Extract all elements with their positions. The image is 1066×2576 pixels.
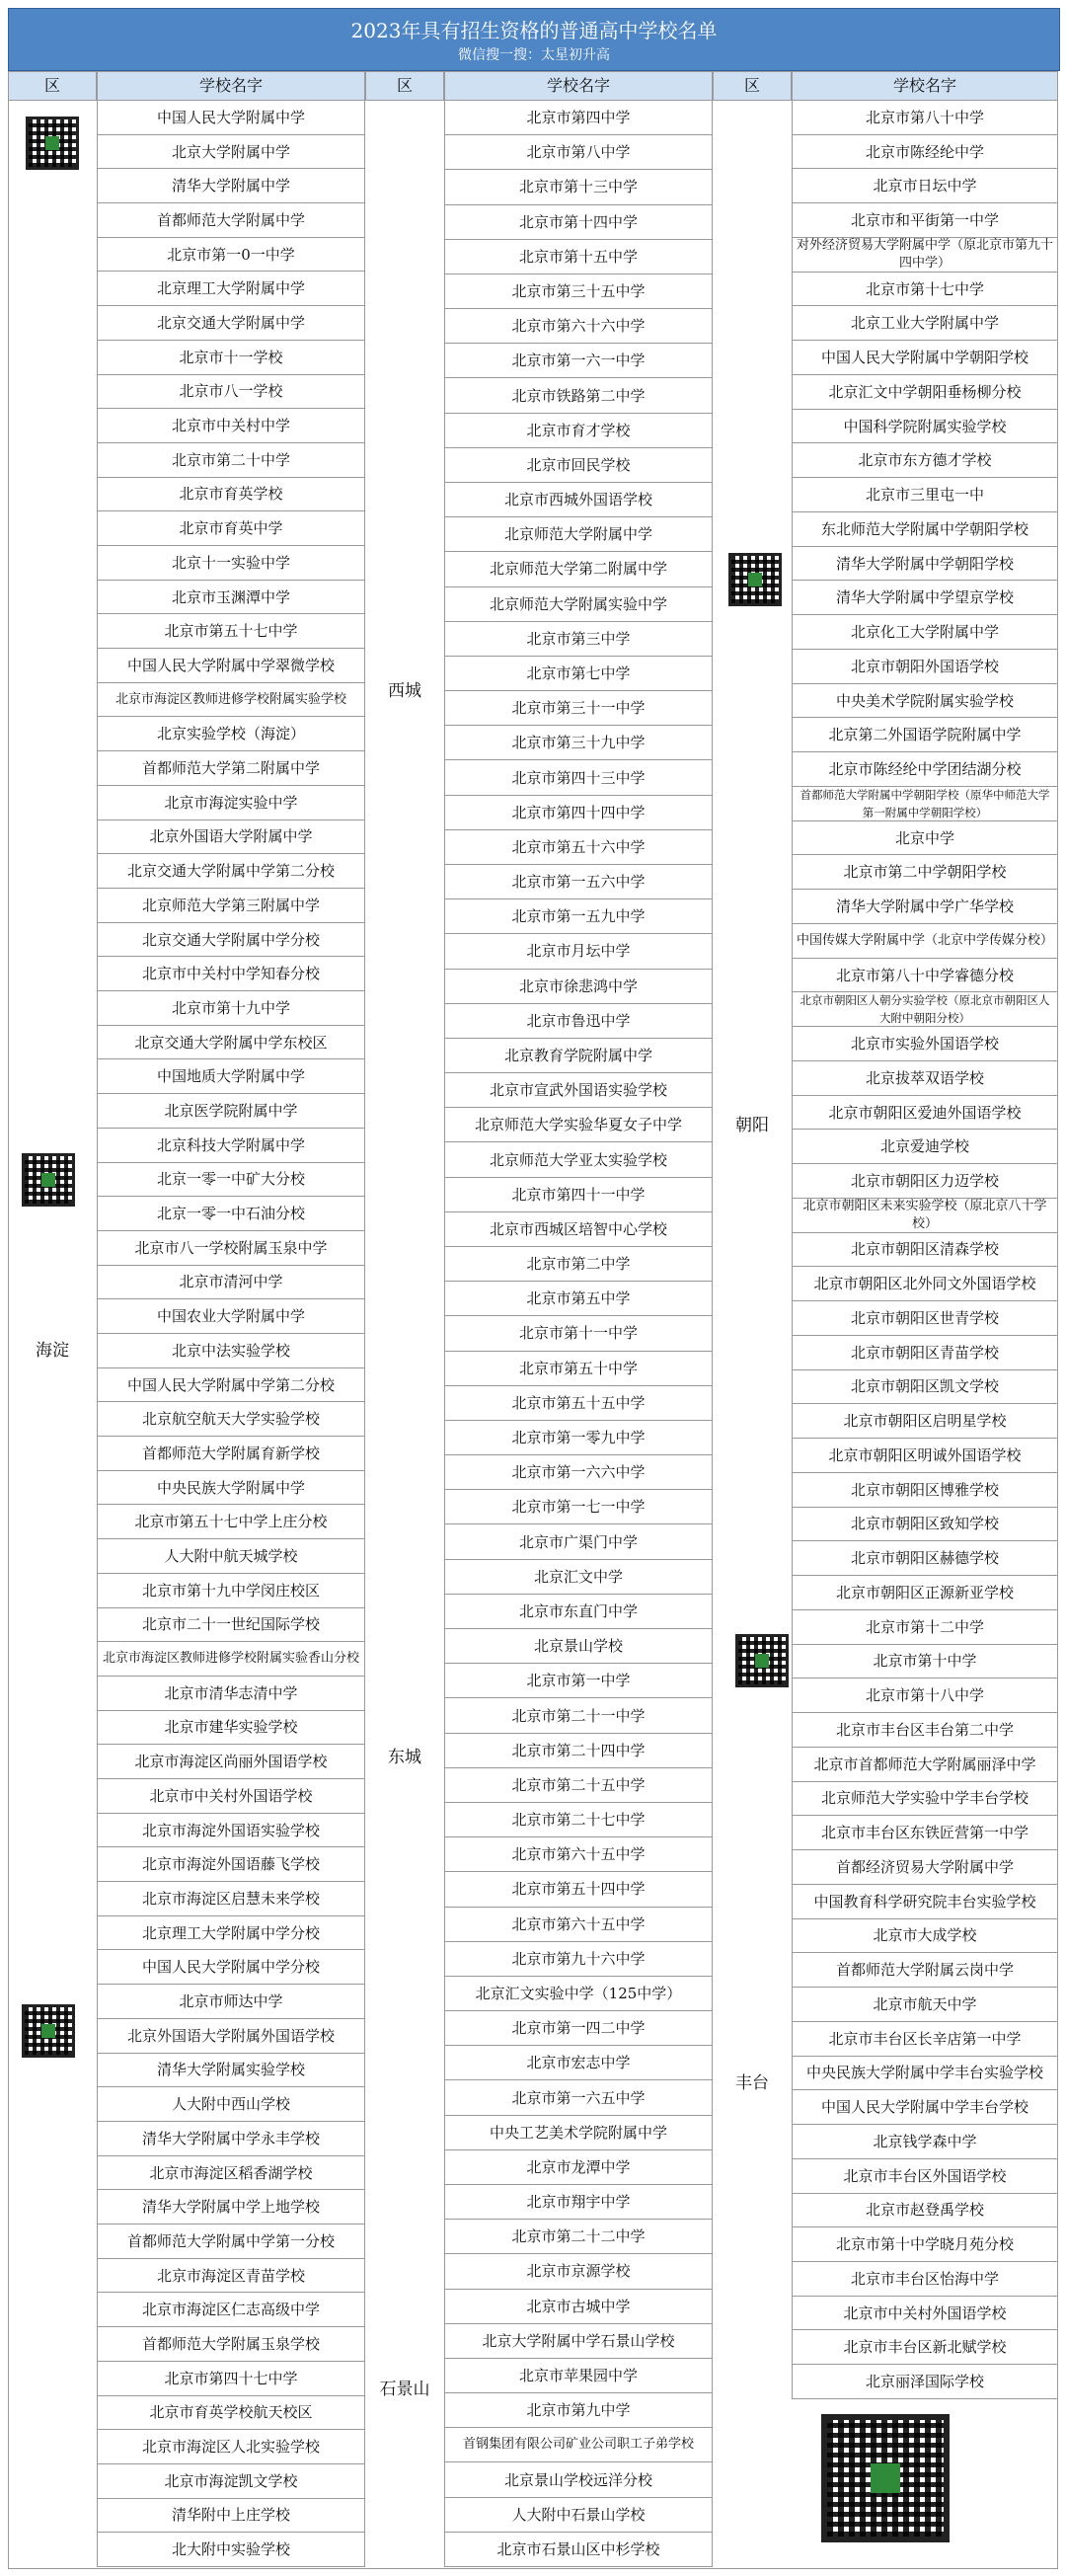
school-row: 清华大学附属中学朝阳学校: [793, 547, 1057, 582]
school-row: 中国教育科学研究院丰台实验学校: [793, 1885, 1057, 1919]
col-header-school-2: 学校名字: [444, 71, 713, 101]
school-row: 北京市西城区培智中心学校: [445, 1212, 712, 1247]
school-row: 北京市第一六五中学: [445, 2080, 712, 2115]
school-row: 北京市清华志清中学: [98, 1677, 364, 1711]
school-row: 首钢集团有限公司矿业公司职工子弟学校: [445, 2428, 712, 2462]
school-row: 首都师范大学附属云岗中学: [793, 1953, 1057, 1988]
school-row: 北京市第十四中学: [445, 205, 712, 240]
school-row: 北京市中关村外国语学校: [793, 2297, 1057, 2331]
school-row: 北京市第二十七中学: [445, 1803, 712, 1837]
school-row: 北京市朝阳区力迈学校: [793, 1164, 1057, 1199]
school-row: 中国科学院附属实验学校: [793, 410, 1057, 444]
school-row: 北京市朝阳外国语学校: [793, 650, 1057, 684]
school-row: 中国地质大学附属中学: [98, 1059, 364, 1094]
school-row: 北京市第十八中学: [793, 1678, 1057, 1713]
col-header-district-2: 区: [365, 71, 444, 101]
school-row: 北京市朝阳区凯文学校: [793, 1370, 1057, 1405]
school-row: 北京市第三中学: [445, 622, 712, 657]
school-row: 北京交通大学附属中学: [98, 306, 364, 341]
school-row: 北京市第十一中学: [445, 1316, 712, 1351]
school-row: 北京市丰台区东铁匠营第一中学: [793, 1816, 1057, 1850]
school-row: 北京市东直门中学: [445, 1595, 712, 1629]
school-row: 北京市第三十五中学: [445, 274, 712, 309]
district-fengtai: 丰台: [735, 2073, 769, 2093]
school-row: 东北师范大学附属中学朝阳学校: [793, 512, 1057, 547]
school-row: 北京市第九中学: [445, 2393, 712, 2428]
qr-code-icon: [26, 117, 79, 170]
school-row: 北京市第十九中学闵庄校区: [98, 1574, 364, 1608]
school-row: 北京市回民学校: [445, 448, 712, 483]
school-row: 北京市育英中学: [98, 511, 364, 546]
school-row: 北京外国语大学附属中学: [98, 820, 364, 855]
school-row: 北京市实验外国语学校: [793, 1027, 1057, 1061]
school-row: 中国人民大学附属中学朝阳学校: [793, 341, 1057, 375]
school-row: 北京市朝阳区世青学校: [793, 1301, 1057, 1336]
school-row: 北京市第六十五中学: [445, 1837, 712, 1872]
school-row: 北京市清河中学: [98, 1266, 364, 1300]
school-row: 北京市朝阳区正源新亚学校: [793, 1576, 1057, 1610]
school-row: 北京十一实验中学: [98, 546, 364, 581]
school-row: 北京市第十二中学: [793, 1610, 1057, 1645]
school-row: 北京市第二中学朝阳学校: [793, 855, 1057, 890]
school-row: 北京市丰台区新北赋学校: [793, 2331, 1057, 2366]
school-row: 北京爱迪学校: [793, 1130, 1057, 1164]
school-row: 北京市陈经纶中学: [793, 135, 1057, 170]
school-row: 北京市第十三中学: [445, 170, 712, 204]
school-row: 中央民族大学附属中学: [98, 1471, 364, 1506]
school-list-col2: [444, 101, 713, 2567]
school-row: 北京一零一中矿大分校: [98, 1163, 364, 1198]
title-banner: [8, 8, 1060, 71]
school-row: 北京市第八中学: [445, 135, 712, 170]
school-row: 北京市赵登禹学校: [793, 2194, 1057, 2228]
school-row: 北京市第七中学: [445, 657, 712, 691]
school-row: 北京市第一四二中学: [445, 2011, 712, 2046]
qr-code-large-icon: [821, 2414, 950, 2542]
school-row: 北京市海淀区尚丽外国语学校: [98, 1745, 364, 1779]
school-row: 北京大学附属中学石景山学校: [445, 2324, 712, 2359]
school-row: 北京市朝阳区启明星学校: [793, 1404, 1057, 1439]
school-row: 北京中学: [793, 821, 1057, 856]
school-row: 北京交通大学附属中学分校: [98, 923, 364, 958]
school-row: 北京市朝阳区清森学校: [793, 1233, 1057, 1268]
school-row: 北京师范大学附属中学: [445, 517, 712, 552]
school-row: 北京化工大学附属中学: [793, 615, 1057, 650]
school-row: 首都师范大学附属中学: [98, 203, 364, 238]
page-subtitle: 微信搜一搜：太星初升高: [458, 47, 610, 63]
school-row: 北京市海淀区启慧未来学校: [98, 1882, 364, 1916]
school-row: 北京市月坛中学: [445, 934, 712, 969]
school-row: 北京市第十中学晓月苑分校: [793, 2227, 1057, 2262]
school-row: 北京市东方德才学校: [793, 443, 1057, 478]
school-row: 北京市丰台区怡海中学: [793, 2262, 1057, 2297]
school-row: 中国农业大学附属中学: [98, 1299, 364, 1334]
school-row: 北京交通大学附属中学东校区: [98, 1026, 364, 1060]
school-row: 北京市八一学校附属玉泉中学: [98, 1231, 364, 1266]
school-row: 北京市海淀区青苗学校: [98, 2259, 364, 2294]
school-row: 北京师范大学实验华夏女子中学: [445, 1108, 712, 1142]
qr-code-icon: [22, 2004, 75, 2058]
col-header-school-1: 学校名字: [97, 71, 365, 101]
school-row: 北京市第一五九中学: [445, 899, 712, 934]
school-row: 北京市第三十九中学: [445, 726, 712, 760]
school-row: 中国传媒大学附属中学（北京中学传媒分校）: [793, 924, 1057, 959]
school-row: 北京市海淀区稻香湖学校: [98, 2156, 364, 2191]
school-row: 北京市第二十中学: [98, 443, 364, 478]
district-chaoyang: 朝阳: [735, 1116, 769, 1135]
school-row: 北京市陈经纶中学团结湖分校: [793, 752, 1057, 787]
school-row: 北京师范大学第二附属中学: [445, 552, 712, 586]
school-row: 北京市第四中学: [445, 101, 712, 135]
school-row: 北京理工大学附属中学: [98, 272, 364, 306]
school-row: 中国人民大学附属中学翠微学校: [98, 649, 364, 683]
school-row: 北京市第六十五中学: [445, 1908, 712, 1942]
school-row: 北京市京源学校: [445, 2254, 712, 2289]
school-row: 北京市八一学校: [98, 375, 364, 410]
school-row: 北京市首都师范大学附属丽泽中学: [793, 1748, 1057, 1782]
school-row: 北京市龙潭中学: [445, 2150, 712, 2185]
school-row: 北京市翔宇中学: [445, 2185, 712, 2220]
school-row: 北大附中实验学校: [98, 2533, 364, 2567]
school-row: 北京市十一学校: [98, 341, 364, 375]
school-row: 北京市海淀实验中学: [98, 786, 364, 820]
school-row: 北京交通大学附属中学第二分校: [98, 854, 364, 889]
school-row: 北京市第五十七中学上庄分校: [98, 1505, 364, 1539]
district-shijingshan: 石景山: [379, 2380, 430, 2399]
school-row: 北京医学院附属中学: [98, 1094, 364, 1129]
school-row: 对外经济贸易大学附属中学（原北京市第九十四中学）: [793, 238, 1057, 273]
school-row: 北京汇文中学: [445, 1560, 712, 1595]
school-row: 北京市朝阳区人朝分实验学校（原北京市朝阳区人大附中朝阳分校）: [793, 992, 1057, 1027]
school-row: 北京市第二十四中学: [445, 1734, 712, 1768]
school-row: 北京师范大学第三附属中学: [98, 889, 364, 923]
school-row: 中国人民大学附属中学第二分校: [98, 1368, 364, 1403]
school-row: 北京市第一0一中学: [98, 238, 364, 273]
school-row: 北京市海淀区教师进修学校附属实验香山分校: [98, 1642, 364, 1677]
school-row: 北京市建华实验学校: [98, 1711, 364, 1746]
school-row: 北京市第一七一中学: [445, 1490, 712, 1524]
school-row: 北京市丰台区丰台第二中学: [793, 1713, 1057, 1748]
school-row: 北京大学附属中学: [98, 135, 364, 170]
school-row: 北京师范大学亚太实验学校: [445, 1142, 712, 1177]
col-header-district-1: 区: [8, 71, 97, 101]
school-row: 北京市第十五中学: [445, 240, 712, 274]
school-row: 北京市丰台区长辛店第一中学: [793, 2022, 1057, 2057]
school-row: 北京市第九十六中学: [445, 1942, 712, 1977]
qr-code-icon: [22, 1153, 75, 1207]
col-header-school-3: 学校名字: [792, 71, 1058, 101]
school-row: 北京市朝阳区青苗学校: [793, 1336, 1057, 1370]
school-row: 清华大学附属中学: [98, 169, 364, 203]
school-row: 北京丽泽国际学校: [793, 2365, 1057, 2399]
school-row: 首都师范大学附属玉泉学校: [98, 2327, 364, 2362]
school-row: 北京市育英学校航天校区: [98, 2396, 364, 2431]
school-row: 北京科技大学附属中学: [98, 1129, 364, 1163]
school-row: 北京市玉渊潭中学: [98, 581, 364, 615]
school-row: 中央工艺美术学院附属中学: [445, 2116, 712, 2150]
school-row: 北京市师达中学: [98, 1985, 364, 2019]
school-row: 北京市苹果园中学: [445, 2359, 712, 2393]
school-row: 北京市三里屯一中: [793, 478, 1057, 512]
school-row: 北京市第五十五中学: [445, 1386, 712, 1421]
school-row: 北京师范大学附属实验中学: [445, 587, 712, 622]
school-row: 北京市二十一世纪国际学校: [98, 1608, 364, 1643]
school-row: 北京市第十中学: [793, 1645, 1057, 1679]
school-row: 中国人民大学附属中学: [98, 101, 364, 135]
school-row: 北京市海淀区仁志高级中学: [98, 2293, 364, 2327]
school-row: 北京市朝阳区博雅学校: [793, 1473, 1057, 1508]
school-row: 北京市古城中学: [445, 2290, 712, 2324]
school-row: 北京市朝阳区爱迪外国语学校: [793, 1096, 1057, 1131]
school-row: 北京市朝阳区未来实验学校（原北京八十学校）: [793, 1199, 1057, 1233]
school-row: 北京市中关村外国语学校: [98, 1779, 364, 1814]
school-row: 人大附中航天城学校: [98, 1539, 364, 1574]
school-row: 北京工业大学附属中学: [793, 306, 1057, 341]
school-row: 北京市第一中学: [445, 1664, 712, 1698]
school-row: 清华大学附属实验学校: [98, 2054, 364, 2088]
school-row: 中国人民大学附属中学分校: [98, 1951, 364, 1986]
school-row: 首都师范大学附属育新学校: [98, 1437, 364, 1471]
school-row: 北京市铁路第二中学: [445, 378, 712, 413]
qr-code-icon: [728, 553, 782, 606]
school-row: 北京第二外国语学院附属中学: [793, 718, 1057, 752]
school-row: 清华附中上庄学校: [98, 2499, 364, 2534]
school-row: 北京市第二中学: [445, 1247, 712, 1282]
school-row: 北京市大成学校: [793, 1919, 1057, 1954]
district-haidian: 海淀: [36, 1341, 69, 1361]
school-row: 北京一零一中石油分校: [98, 1197, 364, 1231]
school-row: 北京市西城外国语学校: [445, 483, 712, 517]
school-row: 北京市第五中学: [445, 1282, 712, 1316]
school-row: 北京市海淀外国语藤飞学校: [98, 1847, 364, 1882]
school-row: 北京市第一六六中学: [445, 1455, 712, 1490]
col-header-district-3: 区: [713, 71, 792, 101]
school-row: 北京汇文实验中学（125中学）: [445, 1977, 712, 2011]
school-row: 北京市育才学校: [445, 414, 712, 448]
school-row: 北京市朝阳区致知学校: [793, 1508, 1057, 1542]
school-row: 北京市航天中学: [793, 1988, 1057, 2022]
school-row: 北京市中关村中学知春分校: [98, 957, 364, 991]
school-row: 北京市第四十七中学: [98, 2362, 364, 2396]
school-row: 北京钱学森中学: [793, 2125, 1057, 2159]
school-row: 首都师范大学第二附属中学: [98, 751, 364, 786]
school-row: 北京实验学校（海淀）: [98, 718, 364, 752]
school-row: 北京市第三十一中学: [445, 691, 712, 726]
school-row: 北京市第八十中学睿德分校: [793, 959, 1057, 993]
school-row: 北京市鲁迅中学: [445, 1004, 712, 1039]
school-row: 北京市第一零九中学: [445, 1421, 712, 1455]
page-title: 2023年具有招生资格的普通高中学校名单: [350, 19, 718, 42]
school-row: 北京市徐悲鸿中学: [445, 970, 712, 1004]
school-row: 北京市海淀区教师进修学校附属实验学校: [98, 683, 364, 718]
school-list-col3: [792, 101, 1058, 2399]
school-row: 北京市丰台区外国语学校: [793, 2159, 1057, 2194]
school-row: 中央美术学院附属实验学校: [793, 684, 1057, 719]
school-row: 北京市和平街第一中学: [793, 203, 1057, 238]
school-row: 北京市宣武外国语实验学校: [445, 1073, 712, 1108]
school-row: 北京市第二十一中学: [445, 1698, 712, 1733]
school-row: 北京市第六十六中学: [445, 309, 712, 344]
school-row: 北京市中关村中学: [98, 409, 364, 443]
school-list-col1: [97, 101, 365, 2567]
school-row: 北京市第五十中学: [445, 1352, 712, 1386]
school-row: 北京景山学校远洋分校: [445, 2462, 712, 2497]
school-row: 北京市第二十五中学: [445, 1768, 712, 1803]
school-row: 北京市第五十七中学: [98, 614, 364, 649]
school-row: 北京市朝阳区北外同文外国语学校: [793, 1267, 1057, 1301]
school-row: 北京教育学院附属中学: [445, 1039, 712, 1073]
district-dongcheng: 东城: [388, 1748, 421, 1767]
school-row: 北京景山学校: [445, 1629, 712, 1664]
school-row: 清华大学附属中学永丰学校: [98, 2122, 364, 2156]
school-row: 首都师范大学附属中学第一分校: [98, 2225, 364, 2259]
qr-code-icon: [735, 1634, 789, 1687]
school-row: 北京中法实验学校: [98, 1334, 364, 1368]
school-row: 北京市第五十六中学: [445, 830, 712, 865]
school-row: 中国人民大学附属中学丰台学校: [793, 2090, 1057, 2125]
school-row: 北京航空航天大学实验学校: [98, 1402, 364, 1437]
school-row: 北京市海淀区人北实验学校: [98, 2430, 364, 2464]
school-row: 北京市第二十二中学: [445, 2220, 712, 2254]
school-row: 北京市第五十四中学: [445, 1872, 712, 1907]
school-row: 北京市第一五六中学: [445, 865, 712, 899]
school-row: 北京拔萃双语学校: [793, 1061, 1057, 1096]
school-row: 北京市日坛中学: [793, 169, 1057, 203]
school-row: 北京市朝阳区明诚外国语学校: [793, 1439, 1057, 1473]
school-row: 北京市第十九中学: [98, 991, 364, 1026]
school-row: 北京市第八十中学: [793, 101, 1057, 135]
school-row: 人大附中西山学校: [98, 2087, 364, 2122]
school-row: 清华大学附属中学上地学校: [98, 2190, 364, 2225]
school-row: 北京理工大学附属中学分校: [98, 1916, 364, 1951]
school-row: 北京市第十七中学: [793, 273, 1057, 307]
school-row: 北京市第四十三中学: [445, 760, 712, 795]
district-xicheng: 西城: [388, 681, 421, 701]
school-row: 北京外国语大学附属外国语学校: [98, 2019, 364, 2054]
school-row: 清华大学附属中学广华学校: [793, 890, 1057, 924]
school-row: 北京市朝阳区赫德学校: [793, 1541, 1057, 1576]
school-row: 北京市育英学校: [98, 478, 364, 512]
school-row: 首都师范大学附属中学朝阳学校（原华中师范大学第一附属中学朝阳学校）: [793, 787, 1057, 821]
school-row: 北京市石景山区中杉学校: [445, 2533, 712, 2567]
school-row: 首都经济贸易大学附属中学: [793, 1850, 1057, 1885]
school-row: 北京市第四十四中学: [445, 796, 712, 830]
school-row: 北京市宏志中学: [445, 2046, 712, 2080]
school-row: 中央民族大学附属中学丰台实验学校: [793, 2057, 1057, 2091]
school-row: 北京市第一六一中学: [445, 344, 712, 378]
school-row: 北京师范大学实验中学丰台学校: [793, 1782, 1057, 1817]
school-row: 北京汇文中学朝阳垂杨柳分校: [793, 375, 1057, 410]
school-row: 北京市广渠门中学: [445, 1525, 712, 1560]
school-row: 清华大学附属中学望京学校: [793, 581, 1057, 615]
school-row: 北京市第四十一中学: [445, 1178, 712, 1212]
school-row: 北京市海淀外国语实验学校: [98, 1814, 364, 1848]
school-row: 北京市海淀凯文学校: [98, 2464, 364, 2499]
school-row: 人大附中石景山学校: [445, 2498, 712, 2533]
